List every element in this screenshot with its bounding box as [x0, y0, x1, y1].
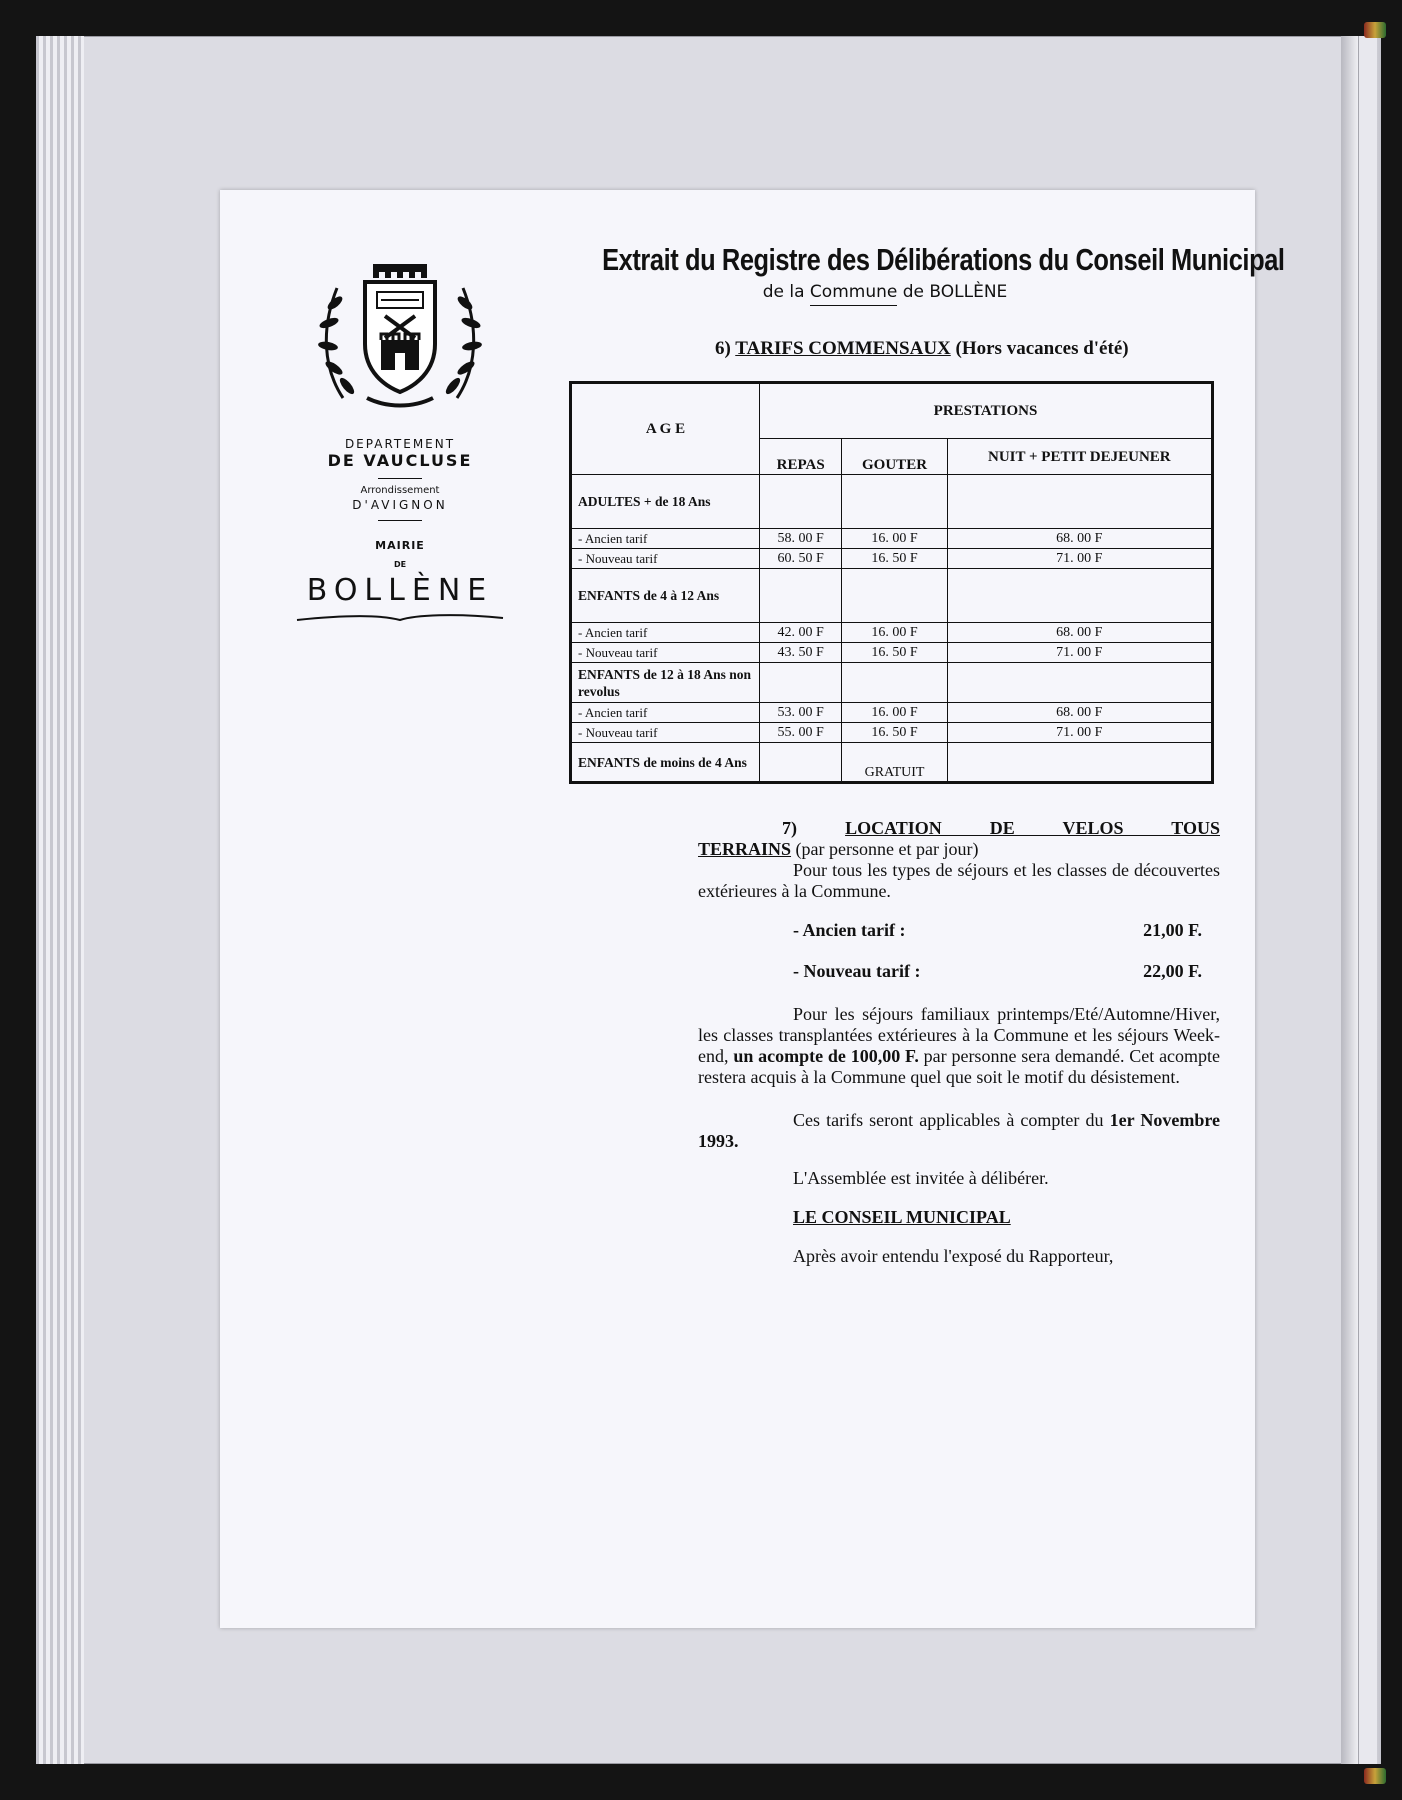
- table-row: [571, 529, 1213, 549]
- table-cell: 68. 00 F: [947, 529, 1212, 549]
- arrondissement-label: Arrondissement: [360, 485, 440, 496]
- deposit-text-b: par personne sera demandé. Cet acompte restera acquis à la Commune quel que soit le motif du désistement.: [698, 1046, 1221, 1087]
- table-cell: 71. 00 F: [947, 723, 1212, 743]
- table-row: [571, 569, 1213, 623]
- council-heading: LE CONSEIL MUNICIPAL: [793, 1207, 1011, 1227]
- section-7-heading-line2: [698, 839, 1220, 860]
- subtitle-prefix: de la: [762, 282, 805, 302]
- table-cell: 68. 00 F: [947, 703, 1212, 723]
- section-6-title: TARIFS COMMENSAUX: [735, 338, 951, 359]
- ancien-tarif-label: - Ancien tarif :: [793, 920, 906, 940]
- table-row: [571, 743, 1213, 783]
- mairie-label: MAIRIE: [375, 539, 425, 552]
- deposit-paragraph: [698, 1004, 1220, 1088]
- table-cell: 16. 00 F: [842, 529, 947, 549]
- rapporteur-paragraph: Après avoir entendu l'exposé du Rapporteur,: [793, 1246, 1114, 1266]
- section-6-heading: [715, 338, 1129, 360]
- row-label: - Nouveau tarif: [571, 643, 760, 663]
- table-cell: 55. 00 F: [760, 723, 842, 743]
- row-label: - Ancien tarif: [571, 623, 760, 643]
- table-cell: 16. 50 F: [842, 723, 947, 743]
- departement-label: DEPARTEMENT: [344, 437, 456, 451]
- table-cell: GRATUIT: [842, 743, 947, 783]
- age-header: A G E: [571, 383, 760, 475]
- binder-spine: [1341, 36, 1381, 1764]
- assembly-invitation: L'Assemblée est invitée à délibérer.: [793, 1168, 1049, 1188]
- row-label: - Nouveau tarif: [571, 549, 760, 569]
- table-row: [571, 643, 1213, 663]
- table-row: [571, 623, 1213, 643]
- nouveau-tarif-row: [698, 961, 1220, 982]
- table-cell: 53. 00 F: [760, 703, 842, 723]
- page-title: Extrait du Registre des Délibérations du Conseil Municipal: [602, 242, 1285, 277]
- row-label: - Nouveau tarif: [571, 723, 760, 743]
- row-label: - Ancien tarif: [571, 703, 760, 723]
- ancien-tarif-value: 21,00 F.: [1143, 920, 1202, 940]
- table-row: [571, 549, 1213, 569]
- section-7-title-line1: LOCATION DE VELOS TOUS: [845, 818, 1220, 838]
- arrondissement-name: D'AVIGNON: [352, 498, 448, 512]
- town-hall-letterhead: [284, 258, 516, 624]
- table-cell: 60. 50 F: [760, 549, 842, 569]
- deposit-text-a: Pour les séjours familiaux printemps/Eté/Automne/Hiver, les classes transplantées extérieures à la Commune et les séjours Week-end,: [698, 1004, 1220, 1066]
- effective-date-text: Ces tarifs seront applicables à compter du: [793, 1110, 1104, 1130]
- table-cell: 68. 00 F: [947, 623, 1212, 643]
- divider: [378, 478, 422, 479]
- effective-date: 1er Novembre 1993.: [698, 1110, 1221, 1151]
- departement-name: DE VAUCLUSE: [327, 451, 473, 470]
- section-7-heading: [698, 818, 1220, 839]
- subtitle-commune: Commune: [810, 282, 897, 306]
- effective-date-paragraph: [698, 1110, 1220, 1152]
- section-7-intro: Pour tous les types de séjours et les classes de découvertes extérieures à la Commune.: [698, 860, 1220, 901]
- section-6-qualifier: (Hors vacances d'été): [955, 338, 1129, 359]
- section-7-title-line2: TERRAINS: [698, 839, 792, 859]
- table-cell: 16. 00 F: [842, 623, 947, 643]
- table-row: [571, 723, 1213, 743]
- nouveau-tarif-value: 22,00 F.: [1143, 961, 1202, 981]
- group-label: ADULTES + de 18 Ans: [571, 475, 760, 529]
- section-7-title-tail: (par personne et par jour): [795, 839, 979, 859]
- table-cell: 16. 50 F: [842, 643, 947, 663]
- column-header: GOUTER: [842, 439, 947, 475]
- table-row: [571, 475, 1213, 529]
- column-header: NUIT + PETIT DEJEUNER: [947, 439, 1212, 475]
- group-label: ENFANTS de 4 à 12 Ans: [571, 569, 760, 623]
- divider: [378, 520, 422, 521]
- prestations-header: PRESTATIONS: [760, 383, 1213, 439]
- table-cell: 16. 00 F: [842, 703, 947, 723]
- de-label: DE: [393, 560, 407, 569]
- row-label: - Ancien tarif: [571, 529, 760, 549]
- coat-of-arms-icon: [315, 258, 485, 413]
- tariff-table: [569, 381, 1214, 784]
- table-cell: 43. 50 F: [760, 643, 842, 663]
- section-7-number: 7): [782, 818, 797, 838]
- table-cell: 42. 00 F: [760, 623, 842, 643]
- group-label: ENFANTS de moins de 4 Ans: [571, 743, 760, 783]
- document-sheet: [220, 190, 1285, 1628]
- table-cell: 71. 00 F: [947, 643, 1212, 663]
- table-cell: 16. 50 F: [842, 549, 947, 569]
- section-6-number: 6): [715, 338, 731, 359]
- group-label: ENFANTS de 12 à 18 Ans non revolus: [571, 663, 760, 703]
- bookmark-ribbon-bottom: [1364, 1768, 1386, 1784]
- table-cell: 71. 00 F: [947, 549, 1212, 569]
- town-name: BOLLÈNE: [306, 573, 494, 608]
- page-subtitle: [540, 282, 1230, 302]
- table-cell: 58. 00 F: [760, 529, 842, 549]
- page-edges: [36, 36, 84, 1764]
- table-row: [571, 663, 1213, 703]
- document-header: [540, 242, 1285, 302]
- column-header: REPAS: [760, 439, 842, 475]
- bookmark-ribbon-top: [1364, 22, 1386, 38]
- section-7: [698, 818, 1220, 1267]
- nouveau-tarif-label: - Nouveau tarif :: [793, 961, 921, 981]
- subtitle-suffix: de BOLLÈNE: [902, 282, 1008, 302]
- swoosh-underline: [295, 612, 505, 624]
- deposit-amount: un acompte de 100,00 F.: [733, 1046, 919, 1066]
- table-row: [571, 703, 1213, 723]
- ancien-tarif-row: [698, 920, 1220, 941]
